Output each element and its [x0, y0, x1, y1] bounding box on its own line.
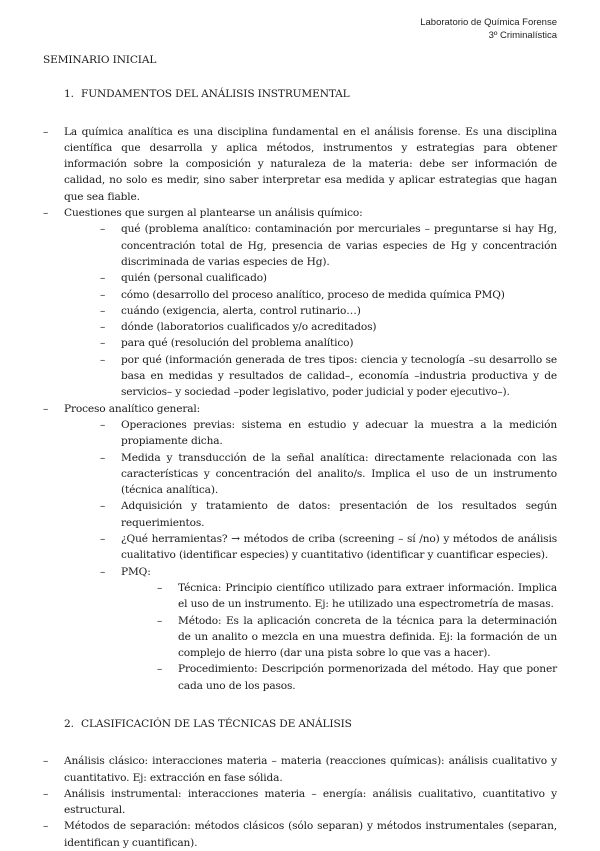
item-text: La química analítica es una disciplina fundamental en el análisis forense. Es una disciplina científica que desarrolla y aplica métodos, instrumentos y estrategias para obtener información sobre la composición y naturaleza de la materia: debe ser información de calidad, no solo es medir, sino saber interpretar esa medida y aplicar estrategias que hagan que sea fiable.: [64, 125, 557, 203]
section-title: FUNDAMENTOS DEL ANÁLISIS INSTRUMENTAL: [81, 88, 350, 101]
section-1-heading: [64, 86, 557, 102]
list-item: – Operaciones previas: sistema en estudio y adecuar la muestra a la medición propiamente dicha.: [100, 417, 557, 450]
list-item: – Métodos de separación: métodos clásicos (sólo separan) y métodos instrumentales (separan, identifican y cuantifican).: [43, 818, 557, 851]
list-item: – Análisis clásico: interacciones materia – materia (reacciones químicas): análisis cualitativo y cuantitativo. Ej: extracción en fase sólida.: [43, 753, 557, 786]
list-item: – Medida y transducción de la señal analítica: directamente relacionada con las características y concentración del analito/s. Implica el uso de un instrumento (técnica analítica).: [100, 450, 557, 499]
section-number: 1.: [64, 88, 74, 101]
list-item: [100, 564, 557, 694]
item-text: Proceso analítico general:: [64, 402, 201, 415]
section-2-heading: [64, 716, 557, 732]
document-body: [43, 52, 557, 851]
list-item: – Procedimiento: Descripción pormenorizada del método. Hay que poner cada uno de los pasos.: [157, 661, 557, 694]
process-list: [64, 417, 557, 694]
list-item: – Adquisición y tratamiento de datos: presentación de los resultados según requerimientos.: [100, 498, 557, 531]
section-number: 2.: [64, 717, 74, 730]
page-header: [420, 16, 557, 42]
list-item: – qué (problema analítico: contaminación por mercuriales – preguntarse si hay Hg, concentración total de Hg, presencia de varias especies de Hg y concentración discriminada de varias especies de Hg).: [100, 221, 557, 270]
item-text: PMQ:: [121, 565, 151, 578]
section-2-list: [43, 753, 557, 851]
pmq-list: [121, 580, 557, 694]
list-item: [43, 205, 557, 401]
list-item: – Análisis instrumental: interacciones materia – energía: análisis cualitativo, cuantitativo y estructural.: [43, 786, 557, 819]
list-item: – por qué (información generada de tres tipos: ciencia y tecnología –su desarrollo se basa en medidas y resultados de calidad–, economía –industria productiva y de servicios– y sociedad –poder legislativo, poder judicial y poder ejecutivo–).: [100, 352, 557, 401]
list-item: – para qué (resolución del problema analítico): [100, 335, 557, 351]
questions-list: [64, 221, 557, 400]
document-title: SEMINARIO INICIAL: [43, 54, 157, 66]
list-item: – Método: Es la aplicación concreta de la técnica para la determinación de un analito o mezcla en una muestra definida. Ej: la formación de un complejo de hierro (dar una pista sobre lo que vas a hacer).: [157, 613, 557, 662]
list-item: – cómo (desarrollo del proceso analítico, proceso de medida química PMQ): [100, 287, 557, 303]
section-title: CLASIFICACIÓN DE LAS TÉCNICAS DE ANÁLISIS: [81, 717, 352, 730]
list-item: – Técnica: Principio científico utilizado para extraer información. Implica el uso de un instrumento. Ej: he utilizado una espectrometría de masas.: [157, 580, 557, 613]
list-item: – dónde (laboratorios cualificados y/o acreditados): [100, 319, 557, 335]
item-text: Cuestiones que surgen al plantearse un análisis químico:: [64, 207, 363, 220]
list-item: – cuándo (exigencia, alerta, control rutinario…): [100, 303, 557, 319]
header-degree: 3º Criminalística: [488, 30, 557, 41]
list-item: – ¿Qué herramientas? → métodos de criba (screening – sí /no) y métodos de análisis cualitativo (identificar especies) y cuantitativo (identificar y cuantificar especies).: [100, 531, 557, 564]
list-item: – quién (personal cualificado): [100, 270, 557, 286]
section-1-list: [43, 124, 557, 694]
list-item: [43, 401, 557, 694]
header-course: Laboratorio de Química Forense: [420, 17, 557, 28]
list-item: [43, 124, 557, 205]
